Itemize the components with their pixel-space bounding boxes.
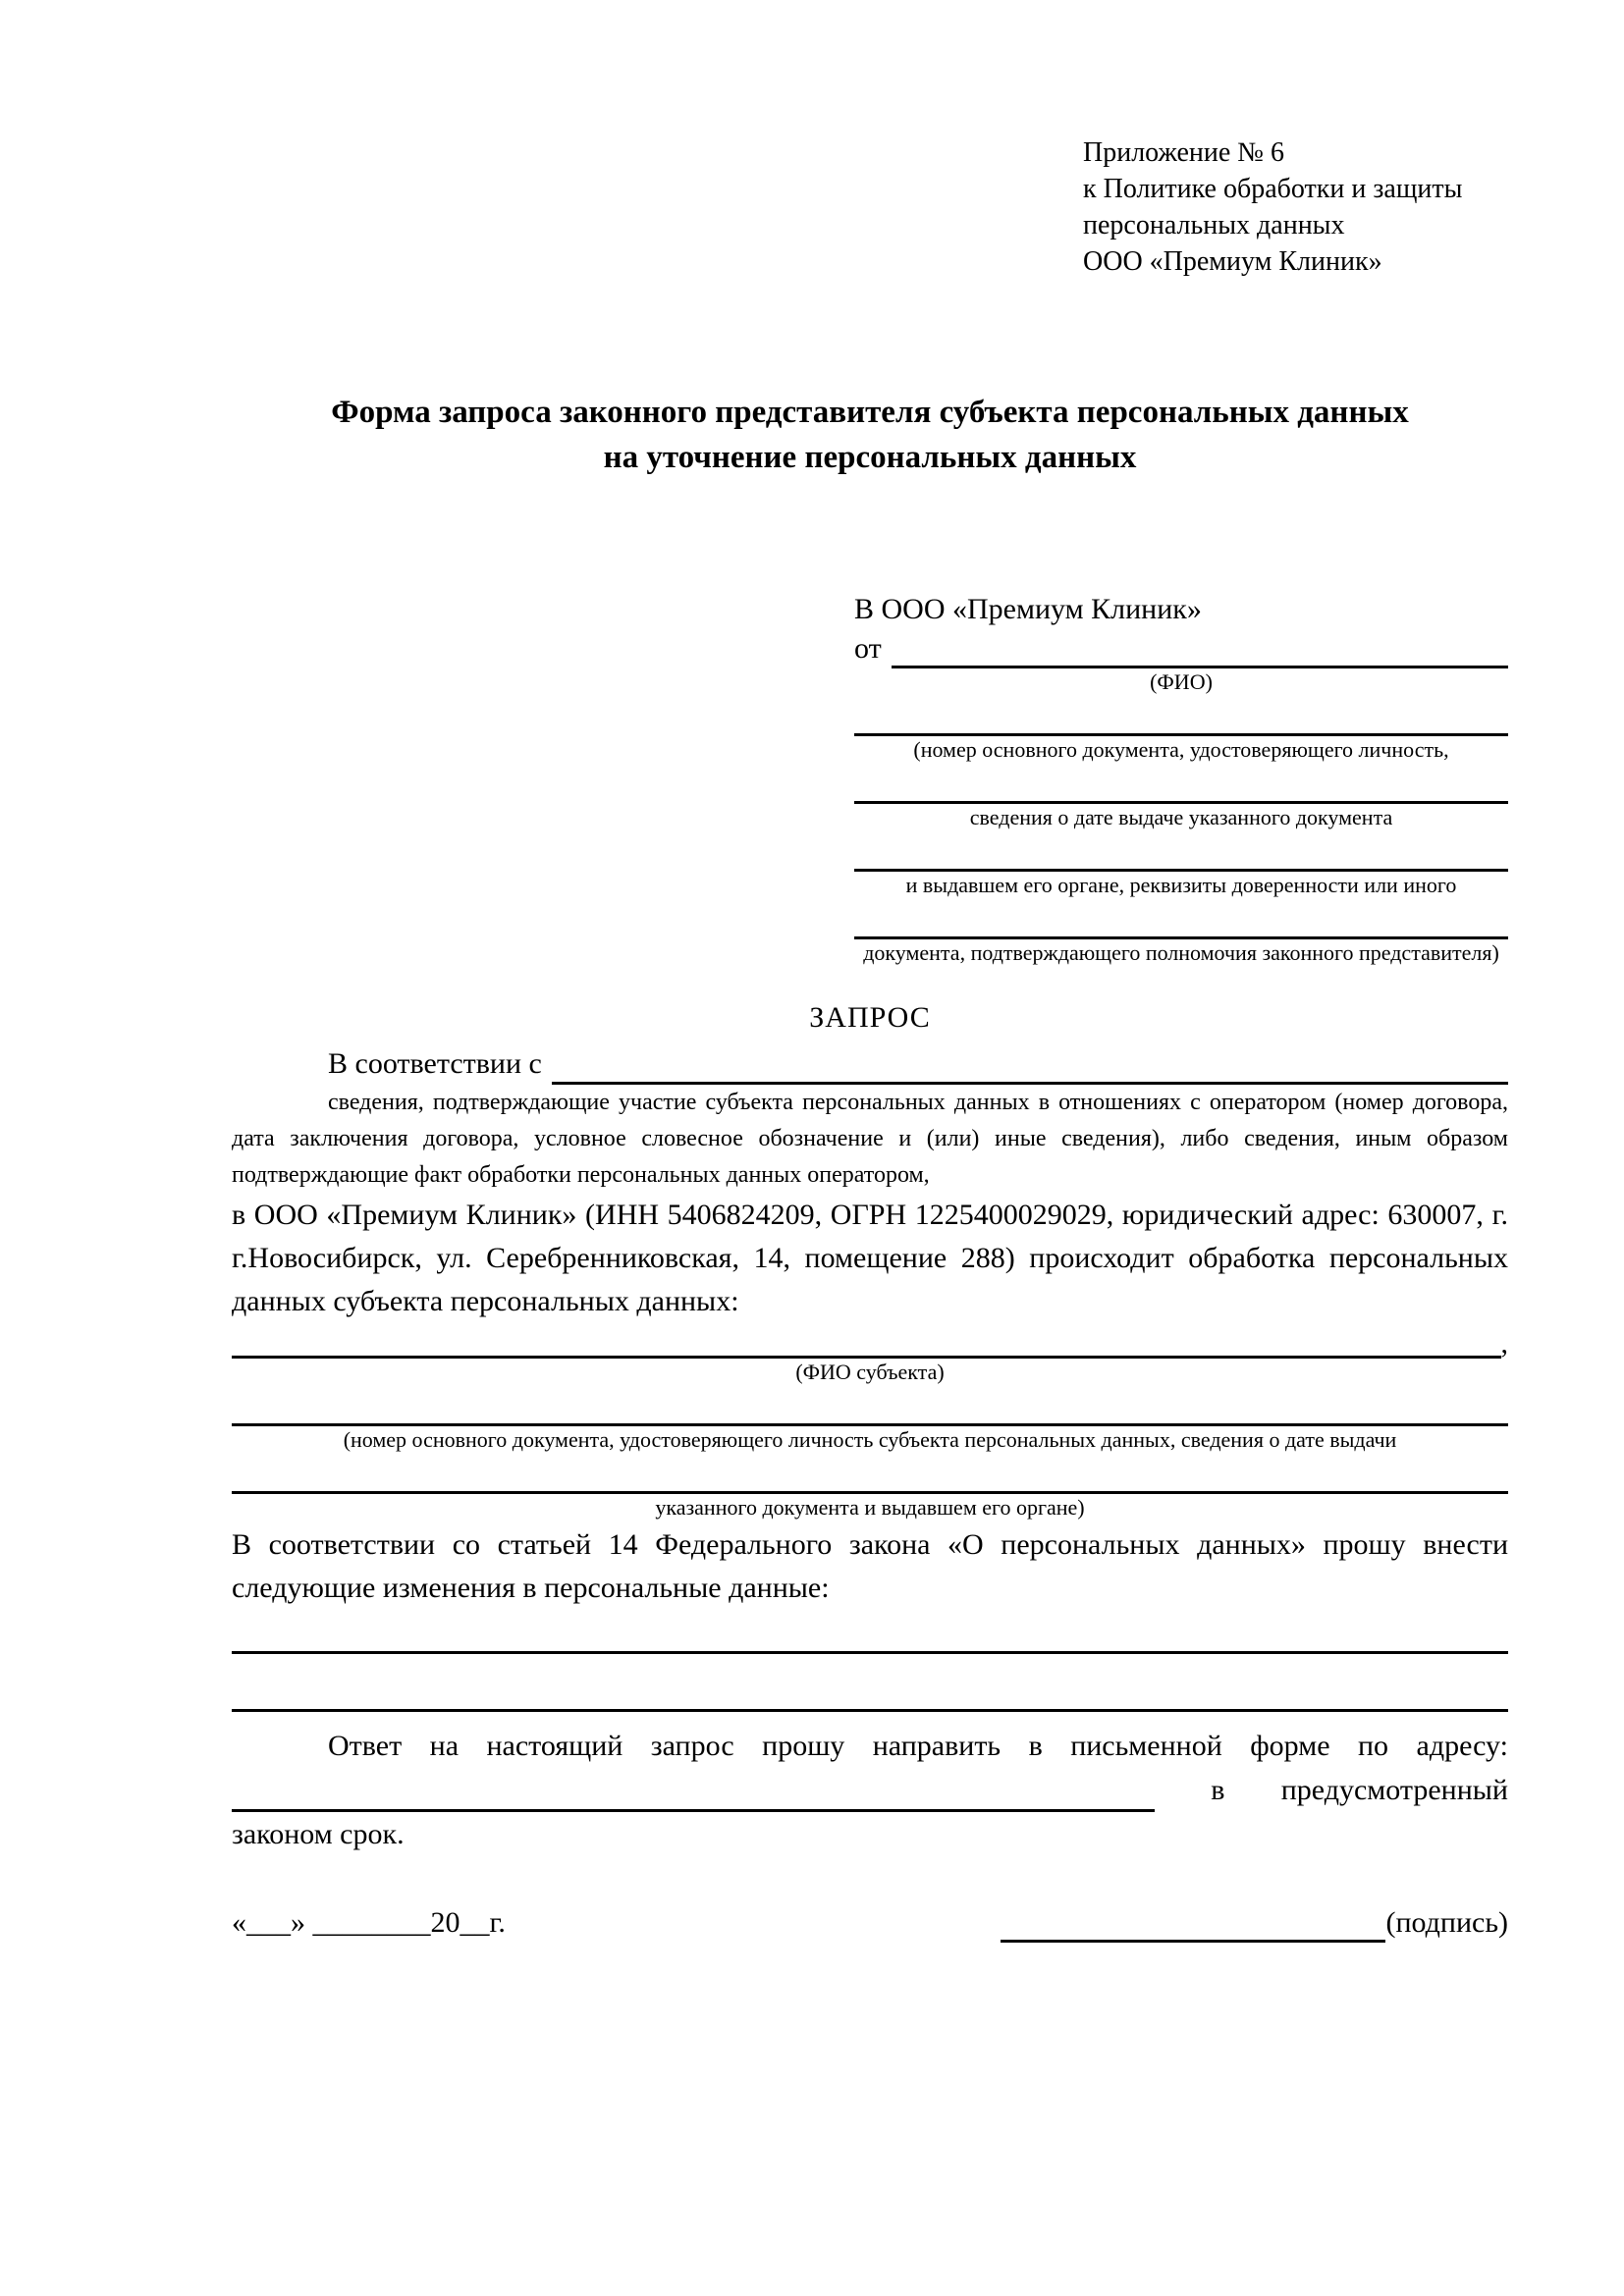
request-heading: ЗАПРОС	[809, 1001, 931, 1034]
blank-line	[854, 764, 1508, 804]
subject-fio-row	[232, 1325, 1508, 1359]
appendix-line: к Политике обработки и защиты	[1083, 174, 1463, 204]
addressee-to: В ООО «Премиум Клиник»	[854, 593, 1202, 625]
date-signature-row	[232, 1903, 1508, 1943]
blank-line	[552, 1046, 1508, 1085]
blank-line	[232, 1774, 1155, 1812]
signature-field	[1001, 1903, 1508, 1943]
document-title-line: на уточнение персональных данных	[603, 440, 1137, 475]
reply-word: в	[1211, 1774, 1225, 1806]
document-title-line: Форма запроса законного представителя субъекта персональных данных	[331, 395, 1409, 430]
date-field: «___» ________20__г.	[232, 1906, 506, 1939]
field-caption: документа, подтверждающего полномочия законного представителя)	[863, 940, 1499, 965]
field-caption: и выдавшем его органе, реквизиты доверенности или иного	[905, 873, 1457, 897]
blank-line	[232, 1654, 1508, 1712]
field-caption: указанного документа и выдавшем его органе)	[655, 1495, 1085, 1520]
reply-address-row	[232, 1768, 1508, 1812]
reply-block	[232, 1724, 1508, 1856]
field-caption: сведения о дате выдаче указанного документа	[969, 805, 1393, 829]
signature-caption: (подпись)	[1385, 1906, 1508, 1939]
footnote-text: сведения, подтверждающие участие субъекта персональных данных в отношениях с оператором (номер договора, дата заключения договора, условное словесное обозначение и (или) иные сведения), либо сведения, иным образом подтверждающие факт обработки персональных данных оператором,	[232, 1090, 1508, 1188]
appendix-line: ООО «Премиум Клиник»	[1083, 246, 1382, 277]
reply-word: предусмотренный	[1280, 1774, 1508, 1806]
operator-paragraph: в ООО «Премиум Клиник» (ИНН 5406824209, ОГРН 1225400029029, юридический адрес: 630007, г. г.Новосибирск, ул. Серебренниковская, 14, помещение 288) происходит обработка персональных данных субъекта персональных данных:	[232, 1199, 1508, 1317]
blank-line	[232, 1610, 1508, 1654]
addressee-from-row	[854, 629, 1508, 668]
addressee-block	[854, 590, 1508, 967]
blank-line	[232, 1386, 1508, 1426]
blank-line	[892, 629, 1508, 668]
article-paragraph: В соответствии со статьей 14 Федерального закона «О персональных данных» прошу внести следующие изменения в персональные данные:	[232, 1528, 1508, 1604]
reply-tail: законом срок.	[232, 1818, 405, 1850]
blank-line	[854, 831, 1508, 872]
blank-line	[854, 696, 1508, 736]
field-caption-fio: (ФИО)	[1150, 669, 1213, 694]
field-caption: (номер основного документа, удостоверяющего личность,	[913, 737, 1449, 762]
appendix-line: персональных данных	[1083, 210, 1345, 240]
in-accordance-row	[232, 1043, 1508, 1085]
appendix-line: Приложение № 6	[1083, 137, 1284, 168]
blank-line	[232, 1454, 1508, 1494]
in-accordance-label: В соответствии с	[328, 1047, 542, 1080]
trailing-comma: ,	[1500, 1327, 1508, 1360]
document-title	[232, 390, 1508, 480]
blank-line	[854, 899, 1508, 939]
field-caption: (номер основного документа, удостоверяющего личность субъекта персональных данных, сведения о дате выдачи	[343, 1427, 1397, 1452]
appendix-block	[1083, 134, 1508, 280]
blank-line	[232, 1322, 1501, 1359]
from-label: от	[854, 632, 882, 665]
field-caption-subject-fio: (ФИО субъекта)	[795, 1360, 945, 1384]
signature-line	[1001, 1906, 1385, 1943]
reply-paragraph: Ответ на настоящий запрос прошу направить в письменной форме по адресу:	[328, 1730, 1508, 1762]
